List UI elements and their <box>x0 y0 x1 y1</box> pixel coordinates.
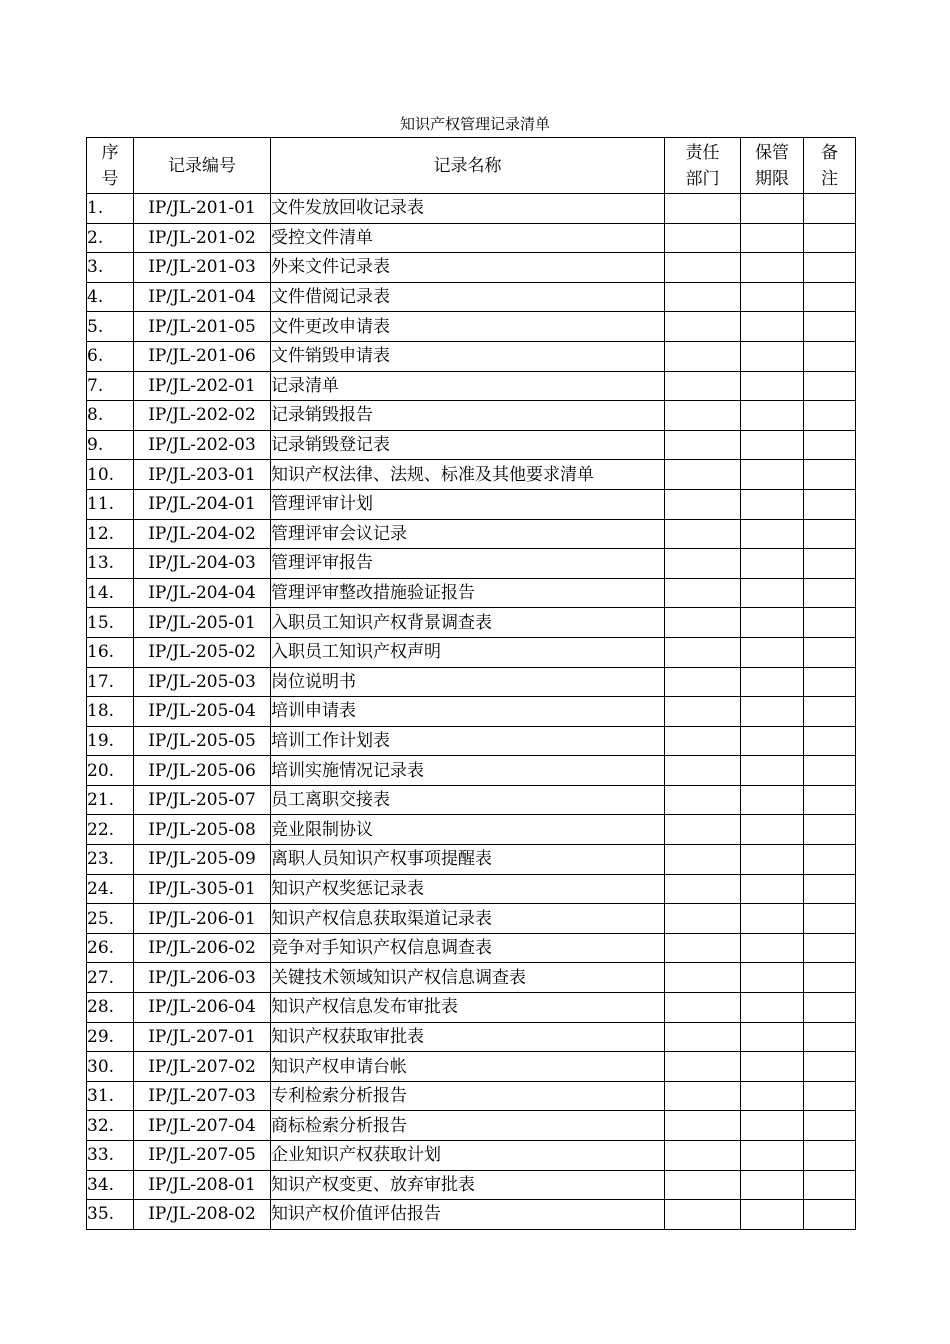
retention-period-cell <box>741 963 804 993</box>
record-code: IP/JL-205-04 <box>134 697 271 727</box>
remark-cell <box>804 1111 856 1141</box>
record-name: 竞争对手知识产权信息调查表 <box>271 933 665 963</box>
header-code: 记录编号 <box>134 138 271 194</box>
table-row <box>87 815 856 845</box>
records-table <box>86 137 856 1230</box>
row-number: 4. <box>87 282 134 312</box>
retention-period-cell <box>741 1111 804 1141</box>
table-row <box>87 1111 856 1141</box>
responsible-dept-cell <box>665 578 741 608</box>
record-name: 知识产权获取审批表 <box>271 1022 665 1052</box>
record-name: 竞业限制协议 <box>271 815 665 845</box>
record-code: IP/JL-207-02 <box>134 1052 271 1082</box>
record-name: 企业知识产权获取计划 <box>271 1141 665 1171</box>
row-number: 9. <box>87 430 134 460</box>
retention-period-cell <box>741 253 804 283</box>
record-code: IP/JL-205-05 <box>134 726 271 756</box>
record-name: 文件借阅记录表 <box>271 282 665 312</box>
remark-cell <box>804 726 856 756</box>
responsible-dept-cell <box>665 815 741 845</box>
retention-period-cell <box>741 549 804 579</box>
row-number: 33. <box>87 1141 134 1171</box>
header-dept: 责任 部门 <box>665 138 741 194</box>
responsible-dept-cell <box>665 223 741 253</box>
row-number: 35. <box>87 1200 134 1230</box>
retention-period-cell <box>741 815 804 845</box>
table-row <box>87 371 856 401</box>
responsible-dept-cell <box>665 1081 741 1111</box>
record-name: 管理评审整改措施验证报告 <box>271 578 665 608</box>
remark-cell <box>804 194 856 224</box>
table-row <box>87 460 856 490</box>
remark-cell <box>804 578 856 608</box>
table-row <box>87 341 856 371</box>
remark-cell <box>804 697 856 727</box>
remark-cell <box>804 401 856 431</box>
record-code: IP/JL-201-04 <box>134 282 271 312</box>
remark-cell <box>804 341 856 371</box>
record-name: 外来文件记录表 <box>271 253 665 283</box>
record-code: IP/JL-202-03 <box>134 430 271 460</box>
record-name: 记录销毁登记表 <box>271 430 665 460</box>
row-number: 19. <box>87 726 134 756</box>
record-code: IP/JL-207-05 <box>134 1141 271 1171</box>
remark-cell <box>804 637 856 667</box>
record-code: IP/JL-204-03 <box>134 549 271 579</box>
retention-period-cell <box>741 904 804 934</box>
responsible-dept-cell <box>665 845 741 875</box>
responsible-dept-cell <box>665 726 741 756</box>
document-title: 知识产权管理记录清单 <box>399 115 550 133</box>
table-row <box>87 282 856 312</box>
row-number: 27. <box>87 963 134 993</box>
header-no: 序 号 <box>87 138 134 194</box>
responsible-dept-cell <box>665 401 741 431</box>
responsible-dept-cell <box>665 933 741 963</box>
remark-cell <box>804 223 856 253</box>
record-name: 文件更改申请表 <box>271 312 665 342</box>
retention-period-cell <box>741 697 804 727</box>
responsible-dept-cell <box>665 1111 741 1141</box>
row-number: 29. <box>87 1022 134 1052</box>
record-code: IP/JL-207-03 <box>134 1081 271 1111</box>
retention-period-cell <box>741 1170 804 1200</box>
table-row <box>87 519 856 549</box>
row-number: 11. <box>87 489 134 519</box>
row-number: 30. <box>87 1052 134 1082</box>
record-name: 文件发放回收记录表 <box>271 194 665 224</box>
record-name: 管理评审报告 <box>271 549 665 579</box>
row-number: 22. <box>87 815 134 845</box>
responsible-dept-cell <box>665 194 741 224</box>
table-row <box>87 578 856 608</box>
table-row <box>87 1200 856 1230</box>
row-number: 7. <box>87 371 134 401</box>
row-number: 1. <box>87 194 134 224</box>
retention-period-cell <box>741 430 804 460</box>
record-code: IP/JL-206-01 <box>134 904 271 934</box>
header-row <box>87 138 856 194</box>
remark-cell <box>804 1170 856 1200</box>
record-name: 管理评审计划 <box>271 489 665 519</box>
responsible-dept-cell <box>665 697 741 727</box>
remark-cell <box>804 371 856 401</box>
retention-period-cell <box>741 460 804 490</box>
retention-period-cell <box>741 371 804 401</box>
record-name: 受控文件清单 <box>271 223 665 253</box>
record-name: 知识产权法律、法规、标准及其他要求清单 <box>271 460 665 490</box>
record-code: IP/JL-305-01 <box>134 874 271 904</box>
responsible-dept-cell <box>665 253 741 283</box>
record-code: IP/JL-205-02 <box>134 637 271 667</box>
responsible-dept-cell <box>665 430 741 460</box>
record-code: IP/JL-203-01 <box>134 460 271 490</box>
responsible-dept-cell <box>665 1170 741 1200</box>
table-row <box>87 608 856 638</box>
remark-cell <box>804 282 856 312</box>
table-row <box>87 1022 856 1052</box>
record-code: IP/JL-204-01 <box>134 489 271 519</box>
responsible-dept-cell <box>665 341 741 371</box>
retention-period-cell <box>741 845 804 875</box>
record-code: IP/JL-205-07 <box>134 785 271 815</box>
record-name: 专利检索分析报告 <box>271 1081 665 1111</box>
retention-period-cell <box>741 312 804 342</box>
table-row <box>87 1170 856 1200</box>
table-row <box>87 697 856 727</box>
responsible-dept-cell <box>665 637 741 667</box>
record-code: IP/JL-202-02 <box>134 401 271 431</box>
row-number: 24. <box>87 874 134 904</box>
record-code: IP/JL-201-03 <box>134 253 271 283</box>
record-name: 培训工作计划表 <box>271 726 665 756</box>
row-number: 20. <box>87 756 134 786</box>
responsible-dept-cell <box>665 519 741 549</box>
responsible-dept-cell <box>665 1200 741 1230</box>
record-code: IP/JL-205-09 <box>134 845 271 875</box>
responsible-dept-cell <box>665 282 741 312</box>
remark-cell <box>804 785 856 815</box>
record-name: 入职员工知识产权声明 <box>271 637 665 667</box>
row-number: 25. <box>87 904 134 934</box>
table-row <box>87 489 856 519</box>
record-name: 记录清单 <box>271 371 665 401</box>
row-number: 32. <box>87 1111 134 1141</box>
record-name: 知识产权信息发布审批表 <box>271 993 665 1023</box>
record-name: 文件销毁申请表 <box>271 341 665 371</box>
record-name: 知识产权信息获取渠道记录表 <box>271 904 665 934</box>
record-code: IP/JL-201-01 <box>134 194 271 224</box>
row-number: 15. <box>87 608 134 638</box>
record-code: IP/JL-207-04 <box>134 1111 271 1141</box>
table-row <box>87 194 856 224</box>
table-row <box>87 312 856 342</box>
record-name: 记录销毁报告 <box>271 401 665 431</box>
remark-cell <box>804 1081 856 1111</box>
header-period: 保管 期限 <box>741 138 804 194</box>
table-row <box>87 401 856 431</box>
record-code: IP/JL-201-02 <box>134 223 271 253</box>
retention-period-cell <box>741 194 804 224</box>
table-row <box>87 993 856 1023</box>
remark-cell <box>804 1022 856 1052</box>
retention-period-cell <box>741 874 804 904</box>
record-name: 培训申请表 <box>271 697 665 727</box>
record-code: IP/JL-208-01 <box>134 1170 271 1200</box>
remark-cell <box>804 1200 856 1230</box>
table-row <box>87 845 856 875</box>
table-row <box>87 667 856 697</box>
responsible-dept-cell <box>665 904 741 934</box>
table-row <box>87 430 856 460</box>
retention-period-cell <box>741 1200 804 1230</box>
remark-cell <box>804 904 856 934</box>
remark-cell <box>804 815 856 845</box>
remark-cell <box>804 963 856 993</box>
table-row <box>87 1141 856 1171</box>
record-name: 培训实施情况记录表 <box>271 756 665 786</box>
record-name: 商标检索分析报告 <box>271 1111 665 1141</box>
retention-period-cell <box>741 756 804 786</box>
record-name: 岗位说明书 <box>271 667 665 697</box>
retention-period-cell <box>741 785 804 815</box>
remark-cell <box>804 489 856 519</box>
row-number: 2. <box>87 223 134 253</box>
record-code: IP/JL-201-05 <box>134 312 271 342</box>
retention-period-cell <box>741 223 804 253</box>
record-name: 知识产权申请台帐 <box>271 1052 665 1082</box>
row-number: 16. <box>87 637 134 667</box>
table-row <box>87 1052 856 1082</box>
responsible-dept-cell <box>665 667 741 697</box>
table-row <box>87 874 856 904</box>
retention-period-cell <box>741 1022 804 1052</box>
responsible-dept-cell <box>665 1141 741 1171</box>
record-name: 知识产权价值评估报告 <box>271 1200 665 1230</box>
remark-cell <box>804 933 856 963</box>
table-row <box>87 785 856 815</box>
record-code: IP/JL-205-03 <box>134 667 271 697</box>
remark-cell <box>804 874 856 904</box>
record-code: IP/JL-205-08 <box>134 815 271 845</box>
remark-cell <box>804 519 856 549</box>
row-number: 14. <box>87 578 134 608</box>
responsible-dept-cell <box>665 312 741 342</box>
record-name: 关键技术领域知识产权信息调查表 <box>271 963 665 993</box>
record-name: 离职人员知识产权事项提醒表 <box>271 845 665 875</box>
responsible-dept-cell <box>665 608 741 638</box>
remark-cell <box>804 430 856 460</box>
retention-period-cell <box>741 282 804 312</box>
record-code: IP/JL-204-04 <box>134 578 271 608</box>
responsible-dept-cell <box>665 1022 741 1052</box>
remark-cell <box>804 608 856 638</box>
remark-cell <box>804 549 856 579</box>
remark-cell <box>804 312 856 342</box>
table-row <box>87 756 856 786</box>
retention-period-cell <box>741 578 804 608</box>
record-name: 入职员工知识产权背景调查表 <box>271 608 665 638</box>
row-number: 31. <box>87 1081 134 1111</box>
retention-period-cell <box>741 993 804 1023</box>
row-number: 13. <box>87 549 134 579</box>
retention-period-cell <box>741 1141 804 1171</box>
record-code: IP/JL-208-02 <box>134 1200 271 1230</box>
responsible-dept-cell <box>665 489 741 519</box>
remark-cell <box>804 1052 856 1082</box>
row-number: 28. <box>87 993 134 1023</box>
record-name: 员工离职交接表 <box>271 785 665 815</box>
record-code: IP/JL-201-06 <box>134 341 271 371</box>
header-name: 记录名称 <box>271 138 665 194</box>
table-row <box>87 549 856 579</box>
responsible-dept-cell <box>665 993 741 1023</box>
retention-period-cell <box>741 726 804 756</box>
responsible-dept-cell <box>665 785 741 815</box>
retention-period-cell <box>741 489 804 519</box>
retention-period-cell <box>741 519 804 549</box>
responsible-dept-cell <box>665 371 741 401</box>
remark-cell <box>804 460 856 490</box>
record-name: 知识产权变更、放弃审批表 <box>271 1170 665 1200</box>
table-row <box>87 1081 856 1111</box>
row-number: 18. <box>87 697 134 727</box>
record-code: IP/JL-205-06 <box>134 756 271 786</box>
record-code: IP/JL-204-02 <box>134 519 271 549</box>
row-number: 12. <box>87 519 134 549</box>
table-row <box>87 253 856 283</box>
row-number: 23. <box>87 845 134 875</box>
record-name: 知识产权奖惩记录表 <box>271 874 665 904</box>
row-number: 5. <box>87 312 134 342</box>
record-code: IP/JL-205-01 <box>134 608 271 638</box>
row-number: 6. <box>87 341 134 371</box>
row-number: 10. <box>87 460 134 490</box>
retention-period-cell <box>741 341 804 371</box>
record-code: IP/JL-206-03 <box>134 963 271 993</box>
retention-period-cell <box>741 401 804 431</box>
table-row <box>87 637 856 667</box>
remark-cell <box>804 667 856 697</box>
responsible-dept-cell <box>665 460 741 490</box>
responsible-dept-cell <box>665 756 741 786</box>
table-row <box>87 904 856 934</box>
row-number: 8. <box>87 401 134 431</box>
remark-cell <box>804 756 856 786</box>
table-row <box>87 933 856 963</box>
responsible-dept-cell <box>665 874 741 904</box>
remark-cell <box>804 845 856 875</box>
row-number: 34. <box>87 1170 134 1200</box>
remark-cell <box>804 993 856 1023</box>
record-code: IP/JL-206-02 <box>134 933 271 963</box>
record-code: IP/JL-206-04 <box>134 993 271 1023</box>
retention-period-cell <box>741 608 804 638</box>
retention-period-cell <box>741 667 804 697</box>
retention-period-cell <box>741 1052 804 1082</box>
retention-period-cell <box>741 637 804 667</box>
row-number: 21. <box>87 785 134 815</box>
remark-cell <box>804 1141 856 1171</box>
table-row <box>87 223 856 253</box>
record-code: IP/JL-202-01 <box>134 371 271 401</box>
table-row <box>87 963 856 993</box>
responsible-dept-cell <box>665 963 741 993</box>
responsible-dept-cell <box>665 549 741 579</box>
row-number: 17. <box>87 667 134 697</box>
record-code: IP/JL-207-01 <box>134 1022 271 1052</box>
retention-period-cell <box>741 933 804 963</box>
responsible-dept-cell <box>665 1052 741 1082</box>
row-number: 26. <box>87 933 134 963</box>
row-number: 3. <box>87 253 134 283</box>
retention-period-cell <box>741 1081 804 1111</box>
header-remark: 备 注 <box>804 138 856 194</box>
table-row <box>87 726 856 756</box>
remark-cell <box>804 253 856 283</box>
record-name: 管理评审会议记录 <box>271 519 665 549</box>
